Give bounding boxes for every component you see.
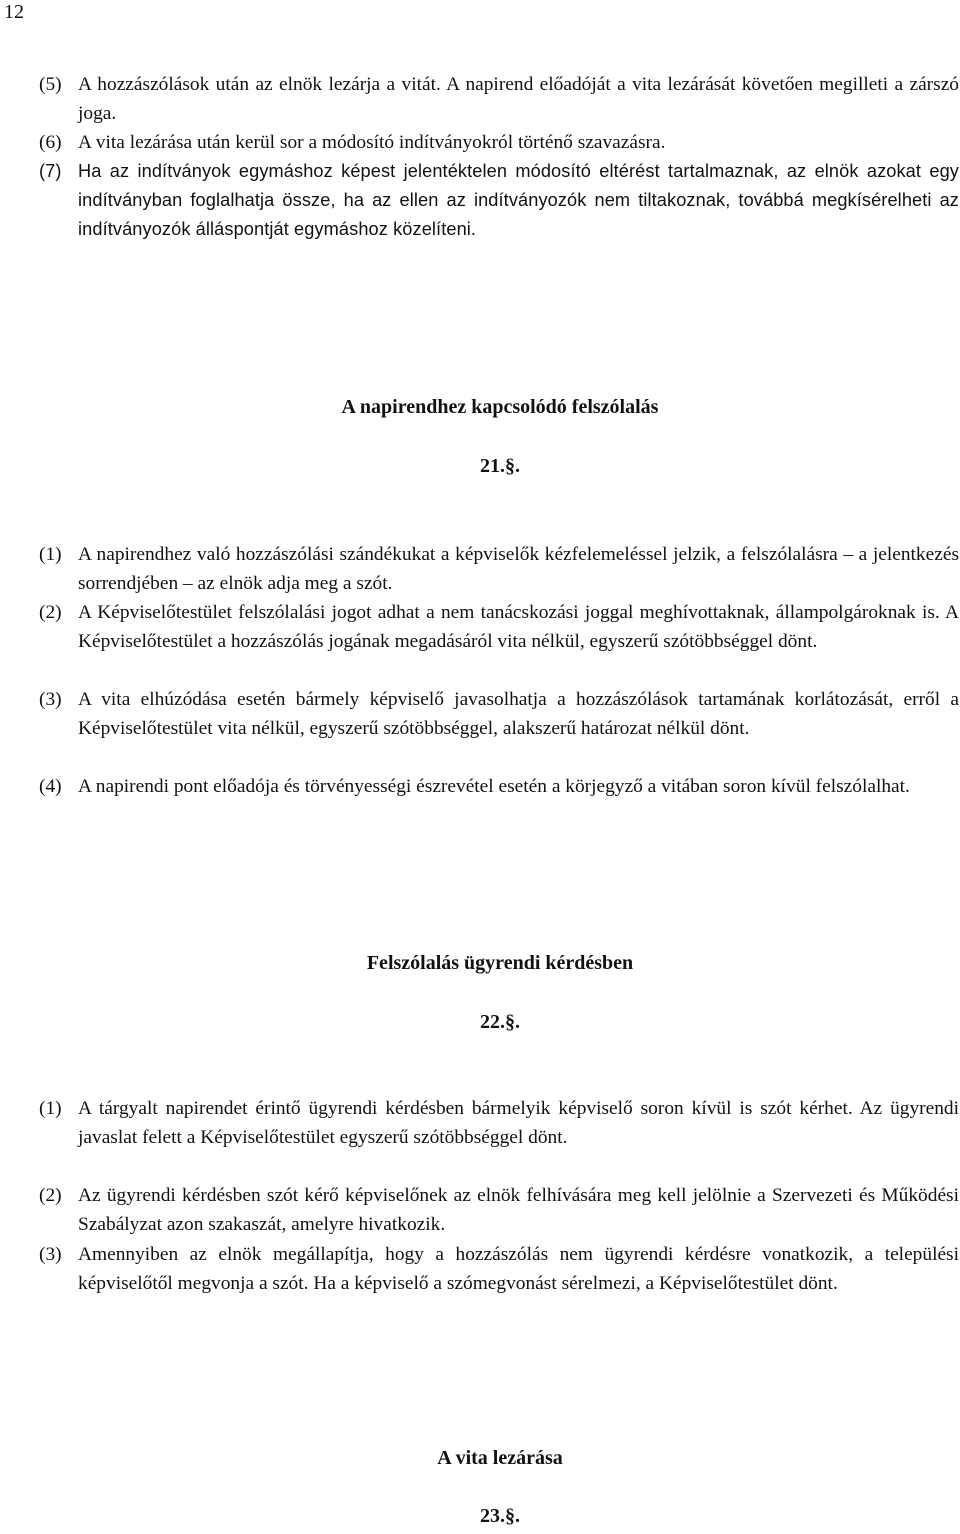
paragraph-number: (1) bbox=[39, 1098, 62, 1119]
paragraph-text: A vita elhúzódása esetén bármely képviselő javasolhatja a hozzászólások tartamának korlátozását, erről a Képviselőtestület vita nélkül, egyszerű szótöbbséggel, alakszerű határozat nélkül dönt. bbox=[78, 689, 959, 739]
paragraph-text: Ha az indítványok egymáshoz képest jelentéktelen módosító eltérést tartalmaznak, az elnök azokat egy indítványban foglalhatja össze, ha az ellen az indítványozók nem tiltakoznak, továbbá megkísérelheti az indítványozók álláspontját egymáshoz közelíteni. bbox=[78, 161, 959, 239]
paragraph-number: (3) bbox=[39, 1244, 62, 1265]
section-21-paragraph-2 bbox=[39, 598, 959, 656]
section-21-heading: A napirendhez kapcsolódó felszólalás bbox=[341, 396, 659, 418]
paragraph-6 bbox=[39, 128, 959, 157]
paragraph-text: Amennyiben az elnök megállapítja, hogy a hozzászólás nem ügyrendi kérdésre vonatkozik, a települési képviselőtől megvonja a szót. Ha a képviselő a szómegvonást sérelmezi, a Képviselőtestület dönt. bbox=[78, 1244, 959, 1294]
paragraph-text: A tárgyalt napirendet érintő ügyrendi kérdésben bármelyik képviselő soron kívül is szót kérhet. Az ügyrendi javaslat felett a Képviselőtestület egyszerű szótöbbséggel dönt. bbox=[78, 1098, 959, 1148]
paragraph-text: A Képviselőtestület felszólalási jogot adhat a nem tanácskozási joggal meghívottaknak, állampolgároknak is. A Képviselőtestület a hozzászólás jogának megadásáról vita nélkül, egyszerű szótöbbséggel dönt. bbox=[78, 602, 960, 652]
paragraph-number: (7) bbox=[39, 161, 62, 181]
paragraph-7 bbox=[39, 157, 959, 244]
section-23-number: 23.§. bbox=[480, 1505, 520, 1527]
section-22-paragraph-2 bbox=[39, 1181, 959, 1239]
section-23-heading: A vita lezárása bbox=[437, 1447, 563, 1469]
page-number: 12 bbox=[4, 1, 24, 23]
section-21-number: 21.§. bbox=[480, 455, 520, 477]
paragraph-text: A hozzászólások után az elnök lezárja a vitát. A napirend előadóját a vita lezárását követően megilleti a zárszó joga. bbox=[78, 74, 959, 124]
paragraph-number: (4) bbox=[39, 776, 62, 797]
paragraph-number: (3) bbox=[39, 689, 62, 710]
section-21-paragraph-3 bbox=[39, 685, 959, 743]
paragraph-number: (6) bbox=[39, 132, 62, 153]
paragraph-text: A napirendhez való hozzászólási szándékukat a képviselők kézfelemeléssel jelzik, a felszólalásra – a jelentkezés sorrendjében – az elnök adja meg a szót. bbox=[78, 544, 959, 594]
paragraph-text: Az ügyrendi kérdésben szót kérő képviselőnek az elnök felhívására meg kell jelölnie a Szervezeti és Működési Szabályzat azon szakaszát, amelyre hivatkozik. bbox=[78, 1185, 959, 1235]
paragraph-text: A napirendi pont előadója és törvényességi észrevétel esetén a körjegyző a vitában soron kívül felszólalhat. bbox=[78, 776, 910, 797]
paragraph-number: (2) bbox=[39, 602, 62, 623]
section-22-paragraph-3 bbox=[39, 1240, 959, 1298]
paragraph-number: (5) bbox=[39, 74, 62, 95]
paragraph-text: A vita lezárása után kerül sor a módosító indítványokról történő szavazásra. bbox=[78, 132, 666, 153]
paragraph-5 bbox=[39, 70, 959, 128]
section-22-number: 22.§. bbox=[480, 1011, 520, 1033]
section-21-paragraph-4 bbox=[39, 772, 959, 801]
paragraph-number: (1) bbox=[39, 544, 62, 565]
section-22-heading: Felszólalás ügyrendi kérdésben bbox=[366, 952, 634, 974]
section-22-paragraph-1 bbox=[39, 1094, 959, 1152]
section-21-paragraph-1 bbox=[39, 540, 959, 598]
paragraph-number: (2) bbox=[39, 1185, 62, 1206]
